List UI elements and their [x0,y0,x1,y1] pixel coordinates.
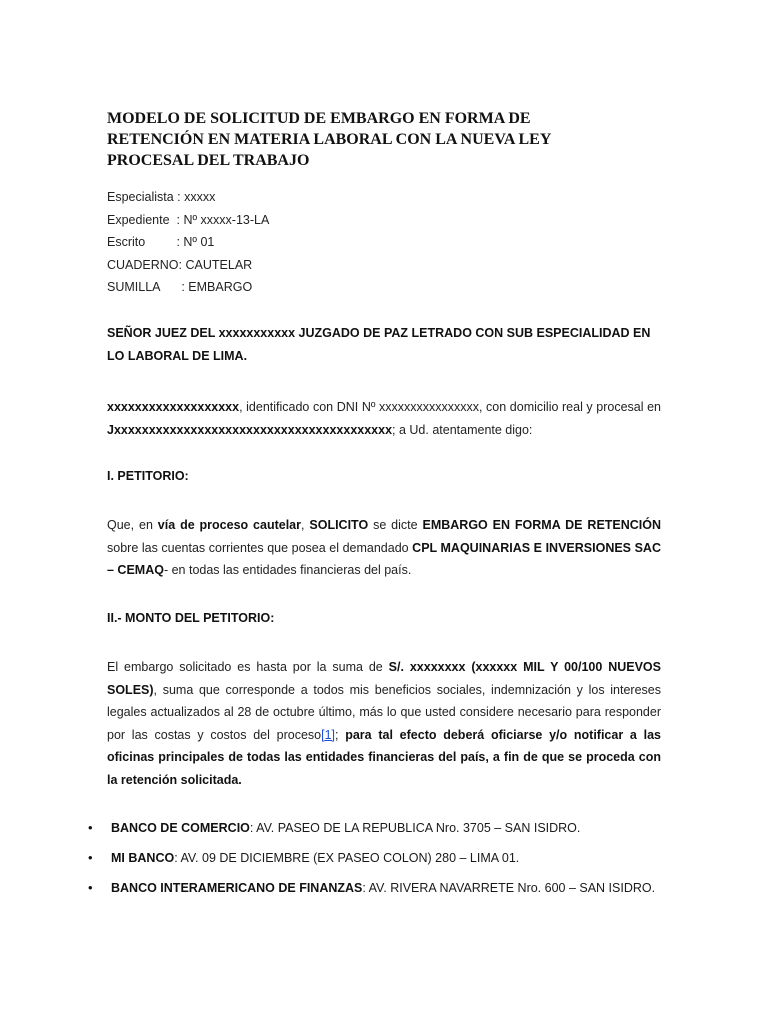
monto-paragraph [107,656,661,791]
text-run: El embargo solicitado es hasta por la suma de [107,660,389,674]
header-value: CAUTELAR [185,257,253,272]
header-label: Escrito [107,235,146,249]
text-run: se dicte [368,518,423,532]
header-value: xxxxx [184,190,216,204]
header-row-escrito [107,231,269,254]
defendant-name: CPL MAQUINARIAS E INVERSIONES SAC – CEMAQ [107,540,661,577]
header-label: CUADERNO [107,257,179,272]
section-heading-petitorio: I. PETITORIO: [107,469,189,483]
header-value: Nº xxxxx-13-LA [183,212,270,227]
header-label: Expediente [107,212,170,227]
header-separator: : [169,212,184,227]
section-heading-monto: II.- MONTO DEL PETITORIO: [107,611,275,625]
bold-run: EMBARGO EN FORMA DE RETENCIÓN [422,518,662,532]
text-run: sobre las cuentas corrientes que posea el demandado [107,540,413,555]
bold-run: vía de proceso cautelar [157,518,302,532]
bank-list [88,820,678,910]
list-item [88,820,678,850]
intro-text: , identificado con DNI Nº xxxxxxxxxxxxxxxx, con domicilio real y procesal en [239,400,661,414]
intro-text-end: ; a Ud. atentamente digo: [392,422,533,437]
header-row-cuaderno [107,254,269,277]
text-run: - en todas las entidades financieras del país. [163,563,412,577]
header-value: Nº 01 [183,235,215,249]
petitorio-paragraph [107,514,661,582]
header-label: SUMILLA [107,280,161,294]
header-row-expediente [107,209,269,232]
footnote-link[interactable]: [1] [321,727,335,742]
header-separator: : [178,257,186,272]
bank-address: : AV. 09 DE DICIEMBRE (EX PASEO COLON) 280 – LIMA 01. [174,851,520,865]
text-run: , suma que corresponde a todos mis beneficios sociales, indemnización y los intereses legales actualizados al 28 de octubre último, más lo que usted considere necesario para responder por las costas y costos del proceso [107,682,661,742]
bullet-icon: • [88,820,93,835]
text-run: ; [335,727,346,742]
petitioner-name: xxxxxxxxxxxxxxxxxxx [107,400,240,414]
header-value: EMBARGO [188,280,253,294]
header-separator: : [160,280,189,294]
bank-name: MI BANCO [111,851,175,865]
bank-address: : AV. PASEO DE LA REPUBLICA Nro. 3705 – SAN ISIDRO. [249,821,581,835]
header-row-sumilla [107,276,269,299]
bullet-icon: • [88,850,93,865]
bank-address: : AV. RIVERA NAVARRETE Nro. 600 – SAN ISIDRO. [362,881,656,895]
text-run: Que, en [107,518,158,532]
intro-paragraph [107,396,661,441]
document-title: MODELO DE SOLICITUD DE EMBARGO EN FORMA DE RETENCIÓN EN MATERIA LABORAL CON LA NUEVA LEY PROCESAL DEL TRABAJO [107,110,551,169]
header-label: Especialista [107,190,174,204]
amount: S/. xxxxxxxx (xxxxxx MIL Y 00/100 NUEVOS SOLES) [107,660,661,697]
bank-name: BANCO INTERAMERICANO DE FINANZAS [111,881,363,895]
header-separator: : [173,190,185,204]
header-separator: : [145,235,184,249]
text-run: , [301,518,310,532]
petitioner-address: Jxxxxxxxxxxxxxxxxxxxxxxxxxxxxxxxxxxxxxxxx [107,422,393,437]
case-header [107,186,269,299]
bold-run: SOLICITO [309,518,369,532]
list-item [88,880,678,910]
bullet-icon: • [88,880,93,895]
bank-name: BANCO DE COMERCIO [111,821,250,835]
salutation: SEÑOR JUEZ DEL xxxxxxxxxxx JUZGADO DE PAZ LETRADO CON SUB ESPECIALIDAD EN LO LABORAL DE LIMA. [107,326,651,363]
header-row-especialista [107,186,269,209]
bold-run: para tal efecto deberá oficiarse y/o notificar a las oficinas principales de todas las entidades financieras del país, a fin de que se proceda con la retención solicitada. [107,727,661,787]
list-item [88,850,678,880]
